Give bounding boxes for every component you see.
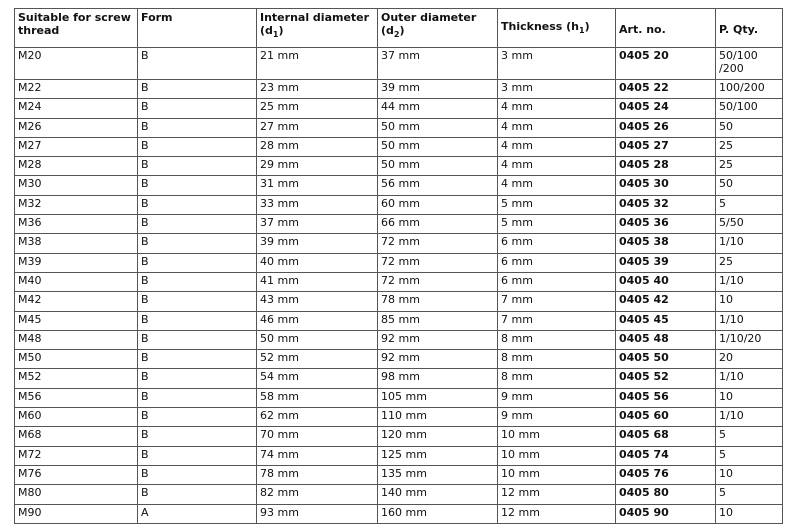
cell-thickness: 4 mm [498,99,616,118]
cell-thread: M72 [15,446,138,465]
cell-thread: M45 [15,311,138,330]
cell-internal-diameter: 78 mm [257,465,378,484]
cell-thread: M32 [15,195,138,214]
cell-outer-diameter: 110 mm [378,408,498,427]
cell-qty: 5 [716,427,783,446]
cell-form: B [138,118,257,137]
table-row [15,446,783,465]
cell-thickness: 6 mm [498,272,616,291]
cell-thread: M52 [15,369,138,388]
product-table [14,8,783,524]
cell-thickness: 6 mm [498,234,616,253]
header-thread: Suitable for screw thread [15,9,138,48]
cell-form: B [138,272,257,291]
cell-outer-diameter: 44 mm [378,99,498,118]
cell-form: B [138,99,257,118]
cell-thickness: 3 mm [498,48,616,80]
cell-outer-diameter: 120 mm [378,427,498,446]
header-internal-sub: 1 [272,30,279,40]
cell-internal-diameter: 52 mm [257,350,378,369]
cell-thread: M36 [15,215,138,234]
cell-internal-diameter: 27 mm [257,118,378,137]
cell-art-no: 0405 42 [616,292,716,311]
cell-form: A [138,504,257,523]
table-row [15,137,783,156]
cell-qty: 5 [716,446,783,465]
cell-internal-diameter: 29 mm [257,157,378,176]
cell-thread: M60 [15,408,138,427]
cell-qty: 1/10 [716,234,783,253]
header-internal-close: ) [278,24,284,37]
cell-thread: M40 [15,272,138,291]
cell-thickness: 5 mm [498,195,616,214]
cell-internal-diameter: 58 mm [257,388,378,407]
cell-thread: M30 [15,176,138,195]
cell-thickness: 12 mm [498,504,616,523]
header-internal-symbol: (d [260,24,273,37]
table-body [15,48,783,524]
cell-internal-diameter: 23 mm [257,80,378,99]
cell-thickness: 12 mm [498,485,616,504]
cell-internal-diameter: 82 mm [257,485,378,504]
cell-thread: M76 [15,465,138,484]
cell-thread: M20 [15,48,138,80]
cell-thickness: 10 mm [498,465,616,484]
cell-thread: M68 [15,427,138,446]
cell-thread: M38 [15,234,138,253]
cell-qty: 10 [716,388,783,407]
cell-internal-diameter: 46 mm [257,311,378,330]
table-row [15,350,783,369]
table-row [15,427,783,446]
cell-art-no: 0405 48 [616,330,716,349]
cell-internal-diameter: 70 mm [257,427,378,446]
cell-outer-diameter: 160 mm [378,504,498,523]
table-row [15,80,783,99]
cell-thickness: 8 mm [498,350,616,369]
cell-art-no: 0405 38 [616,234,716,253]
cell-thickness: 9 mm [498,388,616,407]
cell-thickness: 7 mm [498,311,616,330]
cell-internal-diameter: 33 mm [257,195,378,214]
cell-outer-diameter: 85 mm [378,311,498,330]
product-table-container [14,8,782,524]
cell-qty: 50 [716,118,783,137]
cell-form: B [138,408,257,427]
cell-form: B [138,234,257,253]
cell-thread: M26 [15,118,138,137]
cell-thickness: 4 mm [498,157,616,176]
cell-outer-diameter: 92 mm [378,350,498,369]
cell-form: B [138,311,257,330]
cell-thickness: 5 mm [498,215,616,234]
table-row [15,157,783,176]
cell-thickness: 6 mm [498,253,616,272]
cell-internal-diameter: 62 mm [257,408,378,427]
cell-form: B [138,427,257,446]
header-thickness-close: ) [584,20,590,34]
cell-qty: 1/10/20 [716,330,783,349]
cell-outer-diameter: 37 mm [378,48,498,80]
cell-form: B [138,48,257,80]
cell-internal-diameter: 37 mm [257,215,378,234]
header-row [15,9,783,48]
cell-qty: 50 [716,176,783,195]
cell-internal-diameter: 21 mm [257,48,378,80]
cell-qty: 20 [716,350,783,369]
cell-art-no: 0405 20 [616,48,716,80]
header-thickness-label: Thickness (h [501,20,580,34]
cell-internal-diameter: 39 mm [257,234,378,253]
header-outer-label: Outer diameter [381,11,477,24]
cell-form: B [138,157,257,176]
cell-form: B [138,292,257,311]
cell-qty: 1/10 [716,272,783,291]
cell-outer-diameter: 92 mm [378,330,498,349]
cell-outer-diameter: 56 mm [378,176,498,195]
header-outer-symbol: (d [381,24,394,37]
cell-form: B [138,330,257,349]
cell-internal-diameter: 28 mm [257,137,378,156]
cell-thread: M27 [15,137,138,156]
cell-thread: M22 [15,80,138,99]
cell-form: B [138,80,257,99]
table-row [15,485,783,504]
cell-thread: M90 [15,504,138,523]
cell-thickness: 8 mm [498,369,616,388]
cell-outer-diameter: 98 mm [378,369,498,388]
table-row [15,234,783,253]
cell-thickness: 3 mm [498,80,616,99]
cell-thickness: 9 mm [498,408,616,427]
cell-art-no: 0405 30 [616,176,716,195]
cell-art-no: 0405 28 [616,157,716,176]
cell-thickness: 10 mm [498,446,616,465]
cell-art-no: 0405 60 [616,408,716,427]
table-row [15,99,783,118]
cell-art-no: 0405 32 [616,195,716,214]
table-row [15,311,783,330]
cell-thread: M24 [15,99,138,118]
cell-outer-diameter: 140 mm [378,485,498,504]
table-row [15,504,783,523]
cell-internal-diameter: 31 mm [257,176,378,195]
cell-art-no: 0405 76 [616,465,716,484]
cell-thickness: 4 mm [498,118,616,137]
cell-internal-diameter: 54 mm [257,369,378,388]
header-outer-sub: 2 [393,30,400,40]
cell-form: B [138,253,257,272]
cell-form: B [138,215,257,234]
cell-thickness: 4 mm [498,176,616,195]
cell-form: B [138,137,257,156]
cell-qty: 100/200 [716,80,783,99]
cell-thread: M80 [15,485,138,504]
cell-internal-diameter: 40 mm [257,253,378,272]
table-row [15,48,783,80]
table-row [15,292,783,311]
cell-qty: 50/100 /200 [716,48,783,80]
cell-outer-diameter: 105 mm [378,388,498,407]
cell-thickness: 4 mm [498,137,616,156]
header-internal-diameter [257,9,378,48]
cell-form: B [138,388,257,407]
cell-internal-diameter: 41 mm [257,272,378,291]
header-thickness-sub: 1 [579,26,585,36]
cell-form: B [138,465,257,484]
table-header [15,9,783,48]
table-row [15,272,783,291]
table-row [15,408,783,427]
cell-form: B [138,195,257,214]
cell-art-no: 0405 68 [616,427,716,446]
cell-art-no: 0405 56 [616,388,716,407]
cell-qty: 5 [716,485,783,504]
cell-art-no: 0405 74 [616,446,716,465]
cell-outer-diameter: 72 mm [378,234,498,253]
header-art-no: Art. no. [616,9,716,48]
cell-internal-diameter: 25 mm [257,99,378,118]
cell-outer-diameter: 66 mm [378,215,498,234]
cell-art-no: 0405 90 [616,504,716,523]
cell-outer-diameter: 50 mm [378,118,498,137]
cell-thickness: 10 mm [498,427,616,446]
header-form: Form [138,9,257,48]
cell-form: B [138,176,257,195]
cell-qty: 10 [716,504,783,523]
cell-outer-diameter: 50 mm [378,157,498,176]
cell-outer-diameter: 60 mm [378,195,498,214]
cell-art-no: 0405 22 [616,80,716,99]
cell-outer-diameter: 72 mm [378,253,498,272]
cell-art-no: 0405 26 [616,118,716,137]
cell-thickness: 8 mm [498,330,616,349]
table-row [15,215,783,234]
cell-thread: M42 [15,292,138,311]
header-outer-diameter [378,9,498,48]
cell-form: B [138,485,257,504]
cell-internal-diameter: 43 mm [257,292,378,311]
table-row [15,176,783,195]
table-row [15,330,783,349]
cell-thread: M50 [15,350,138,369]
cell-qty: 5/50 [716,215,783,234]
cell-qty: 1/10 [716,369,783,388]
cell-art-no: 0405 27 [616,137,716,156]
cell-thread: M56 [15,388,138,407]
cell-outer-diameter: 50 mm [378,137,498,156]
header-outer-close: ) [399,24,405,37]
table-row [15,388,783,407]
cell-thickness: 7 mm [498,292,616,311]
cell-outer-diameter: 39 mm [378,80,498,99]
cell-art-no: 0405 24 [616,99,716,118]
cell-internal-diameter: 93 mm [257,504,378,523]
cell-form: B [138,446,257,465]
cell-qty: 50/100 [716,99,783,118]
cell-outer-diameter: 72 mm [378,272,498,291]
table-row [15,253,783,272]
cell-art-no: 0405 39 [616,253,716,272]
header-internal-label: Internal diameter [260,11,370,24]
cell-internal-diameter: 74 mm [257,446,378,465]
cell-thread: M48 [15,330,138,349]
header-qty: P. Qty. [716,9,783,48]
cell-thread: M28 [15,157,138,176]
table-row [15,369,783,388]
cell-qty: 25 [716,137,783,156]
header-thickness [498,9,616,48]
cell-art-no: 0405 36 [616,215,716,234]
cell-qty: 25 [716,157,783,176]
cell-qty: 1/10 [716,408,783,427]
cell-qty: 5 [716,195,783,214]
table-row [15,118,783,137]
cell-qty: 10 [716,292,783,311]
cell-form: B [138,350,257,369]
cell-art-no: 0405 80 [616,485,716,504]
cell-outer-diameter: 125 mm [378,446,498,465]
cell-qty: 10 [716,465,783,484]
table-row [15,465,783,484]
cell-art-no: 0405 45 [616,311,716,330]
cell-qty: 1/10 [716,311,783,330]
cell-internal-diameter: 50 mm [257,330,378,349]
cell-outer-diameter: 78 mm [378,292,498,311]
cell-qty: 25 [716,253,783,272]
cell-form: B [138,369,257,388]
cell-art-no: 0405 52 [616,369,716,388]
cell-outer-diameter: 135 mm [378,465,498,484]
cell-thread: M39 [15,253,138,272]
table-row [15,195,783,214]
cell-art-no: 0405 50 [616,350,716,369]
cell-art-no: 0405 40 [616,272,716,291]
